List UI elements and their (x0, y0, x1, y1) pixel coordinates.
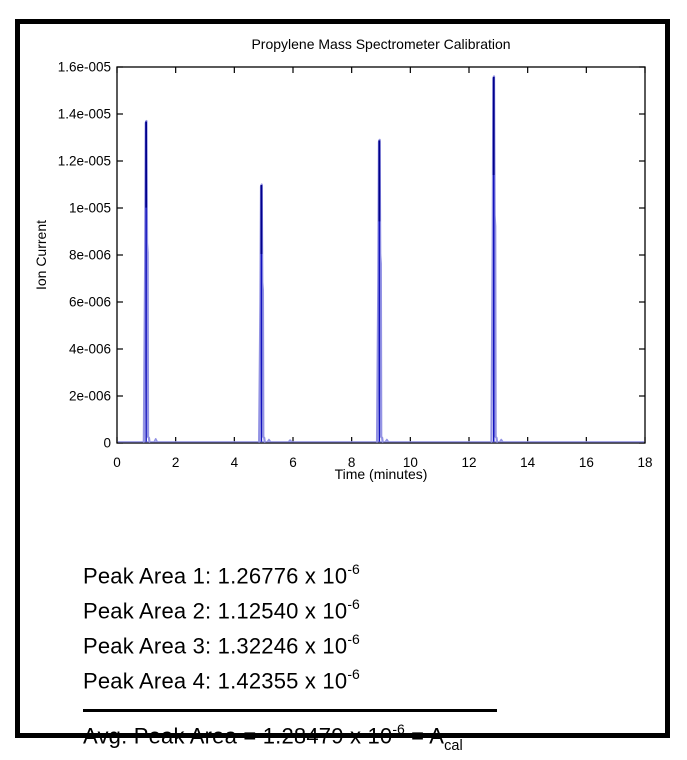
average-peak-area-line (83, 716, 553, 760)
x-tick-label: 18 (637, 455, 653, 470)
x-axis-label: Time (minutes) (334, 466, 428, 482)
x-tick-label: 2 (171, 455, 180, 470)
avg-peak-area-text: Avg. Peak Area = 1.28479 x 10 (83, 723, 393, 749)
chart-title: Propylene Mass Spectrometer Calibration (251, 36, 511, 52)
peak-area-text: Peak Area 4: 1.42355 x 10 (83, 668, 348, 694)
exponent: -6 (347, 595, 360, 612)
peak-area-text: Peak Area 3: 1.32246 x 10 (83, 633, 348, 659)
y-axis-label: Ion Current (33, 219, 49, 291)
y-tick-label: 1.2e-005 (57, 153, 111, 169)
y-tick-label: 1e-005 (68, 200, 111, 216)
exponent: -6 (347, 630, 360, 647)
x-tick-label: 6 (289, 455, 297, 470)
peak-area-annotations (83, 556, 553, 760)
x-tick-label: 14 (520, 455, 536, 470)
x-tick-label: 0 (113, 455, 121, 470)
y-tick-label: 6e-006 (68, 294, 111, 310)
x-tick-label: 10 (402, 455, 418, 470)
exponent: -6 (347, 561, 360, 577)
peak-area-line-4 (83, 661, 553, 696)
peak-area-line-3 (83, 626, 553, 661)
x-tick-label: 12 (461, 455, 477, 470)
x-tick-label: 8 (347, 455, 356, 470)
avg-equals-text: = A (404, 723, 445, 749)
summary-divider (83, 709, 497, 712)
y-tick-label: 0 (103, 435, 111, 451)
y-tick-label: 1.4e-005 (57, 106, 111, 122)
peak-area-text: Peak Area 2: 1.12540 x 10 (83, 598, 348, 624)
peak-area-line-1 (83, 556, 553, 591)
exponent: -6 (392, 720, 405, 737)
y-tick-label: 2e-006 (68, 388, 111, 404)
y-tick-label: 4e-006 (68, 341, 111, 357)
x-tick-label: 4 (230, 455, 239, 470)
y-tick-label: 8e-006 (68, 247, 111, 263)
subscript-cal: cal (444, 738, 463, 755)
exponent: -6 (347, 665, 360, 682)
peak-area-text: Peak Area 1: 1.26776 x 10 (83, 563, 348, 589)
y-tick-label: 1.6e-005 (57, 59, 111, 75)
x-tick-label: 16 (578, 455, 594, 470)
peak-area-line-2 (83, 591, 553, 626)
